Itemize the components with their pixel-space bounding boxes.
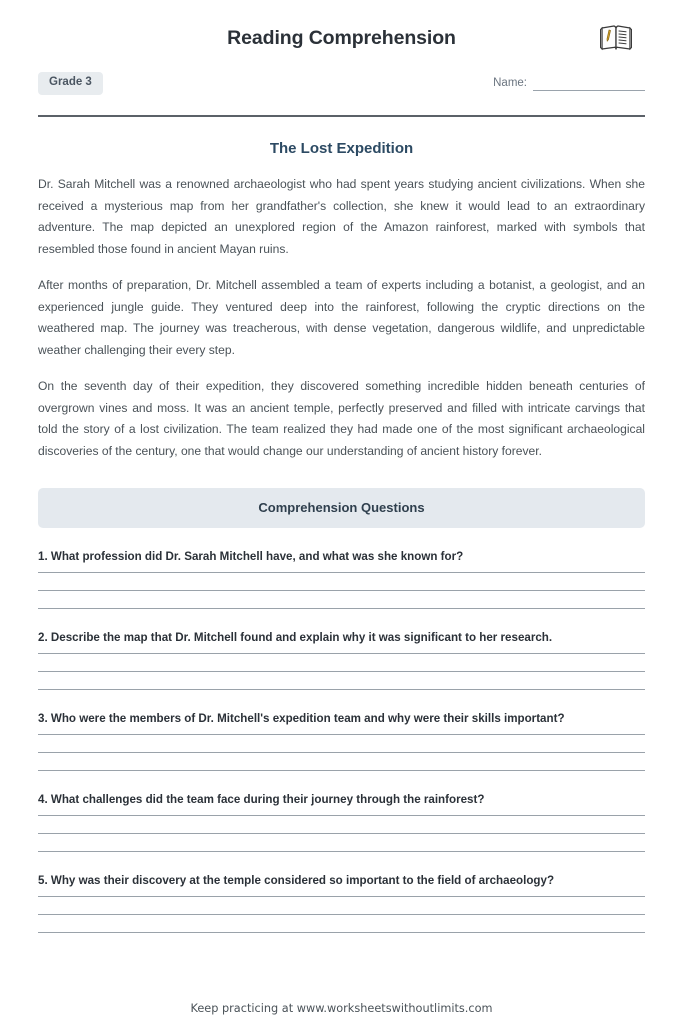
answer-line[interactable] xyxy=(38,914,645,915)
question-text: 2. Describe the map that Dr. Mitchell found and explain why it was significant to her research. xyxy=(38,631,553,645)
answer-lines[interactable] xyxy=(38,734,645,771)
question-block xyxy=(38,630,645,690)
worksheet-meta-row xyxy=(38,72,645,104)
question-text: 3. Who were the members of Dr. Mitchell's expedition team and why were their skills important? xyxy=(38,712,565,726)
answer-line[interactable] xyxy=(38,833,645,834)
answer-lines[interactable] xyxy=(38,896,645,933)
answer-line[interactable] xyxy=(38,752,645,753)
answer-line[interactable] xyxy=(38,851,645,852)
answer-line[interactable] xyxy=(38,689,645,690)
question-block xyxy=(38,549,645,609)
answer-line[interactable] xyxy=(38,671,645,672)
footer-text: Keep practicing at www.worksheetswithoutlimits.com xyxy=(190,1002,493,1015)
story-paragraph: On the seventh day of their expedition, they discovered something incredible hidden beneath centuries of overgrown vines and moss. It was an ancient temple, perfectly preserved and filled with intricate carvings that told the story of a lost civilization. The team realized they had made one of the most significant archaeological discoveries of the century, one that would change our understanding of ancient history forever. xyxy=(38,379,645,458)
name-input-blank[interactable] xyxy=(533,77,645,91)
answer-line[interactable] xyxy=(38,572,645,573)
question-block xyxy=(38,873,645,933)
answer-lines[interactable] xyxy=(38,815,645,852)
name-label: Name: xyxy=(493,77,527,90)
question-text: 1. What profession did Dr. Sarah Mitchell have, and what was she known for? xyxy=(38,550,464,563)
story-paragraph: Dr. Sarah Mitchell was a renowned archaeologist who had spent years studying ancient civilizations. When she received a mysterious map from her grandfather's collection, she knew it would lead to an extraordinary adventure. The map depicted an unexplored region of the Amazon rainforest, marked with symbols that resembled those found in ancient Mayan ruins. xyxy=(38,177,645,256)
answer-line[interactable] xyxy=(38,608,645,609)
grade-badge: Grade 3 xyxy=(38,72,103,95)
answer-line[interactable] xyxy=(38,815,645,816)
story-section xyxy=(38,140,645,462)
question-text: 4. What challenges did the team face during their journey through the rainforest? xyxy=(38,793,485,807)
answer-line[interactable] xyxy=(38,896,645,897)
answer-lines[interactable] xyxy=(38,653,645,690)
worksheet-header xyxy=(38,0,645,72)
answer-line[interactable] xyxy=(38,653,645,654)
open-book-icon xyxy=(596,21,636,61)
story-paragraph: After months of preparation, Dr. Mitchell assembled a team of experts including a botanist, a geologist, and an experienced jungle guide. They ventured deep into the rainforest, following the cryptic directions on the weathered map. The journey was treacherous, with dense vegetation, dangerous wildlife, and unpredictable weather challenging their every step. xyxy=(38,278,645,357)
page-title: Reading Comprehension xyxy=(227,27,456,49)
question-text: 5. Why was their discovery at the temple considered so important to the field of archaeology? xyxy=(38,874,555,888)
answer-line[interactable] xyxy=(38,770,645,771)
question-block xyxy=(38,792,645,852)
header-divider xyxy=(38,115,645,117)
answer-lines[interactable] xyxy=(38,572,645,609)
name-field[interactable] xyxy=(493,77,645,91)
comprehension-questions-banner: Comprehension Questions xyxy=(38,488,645,528)
answer-line[interactable] xyxy=(38,590,645,591)
answer-line[interactable] xyxy=(38,932,645,933)
question-block xyxy=(38,711,645,771)
answer-line[interactable] xyxy=(38,734,645,735)
story-title: The Lost Expedition xyxy=(269,140,414,157)
